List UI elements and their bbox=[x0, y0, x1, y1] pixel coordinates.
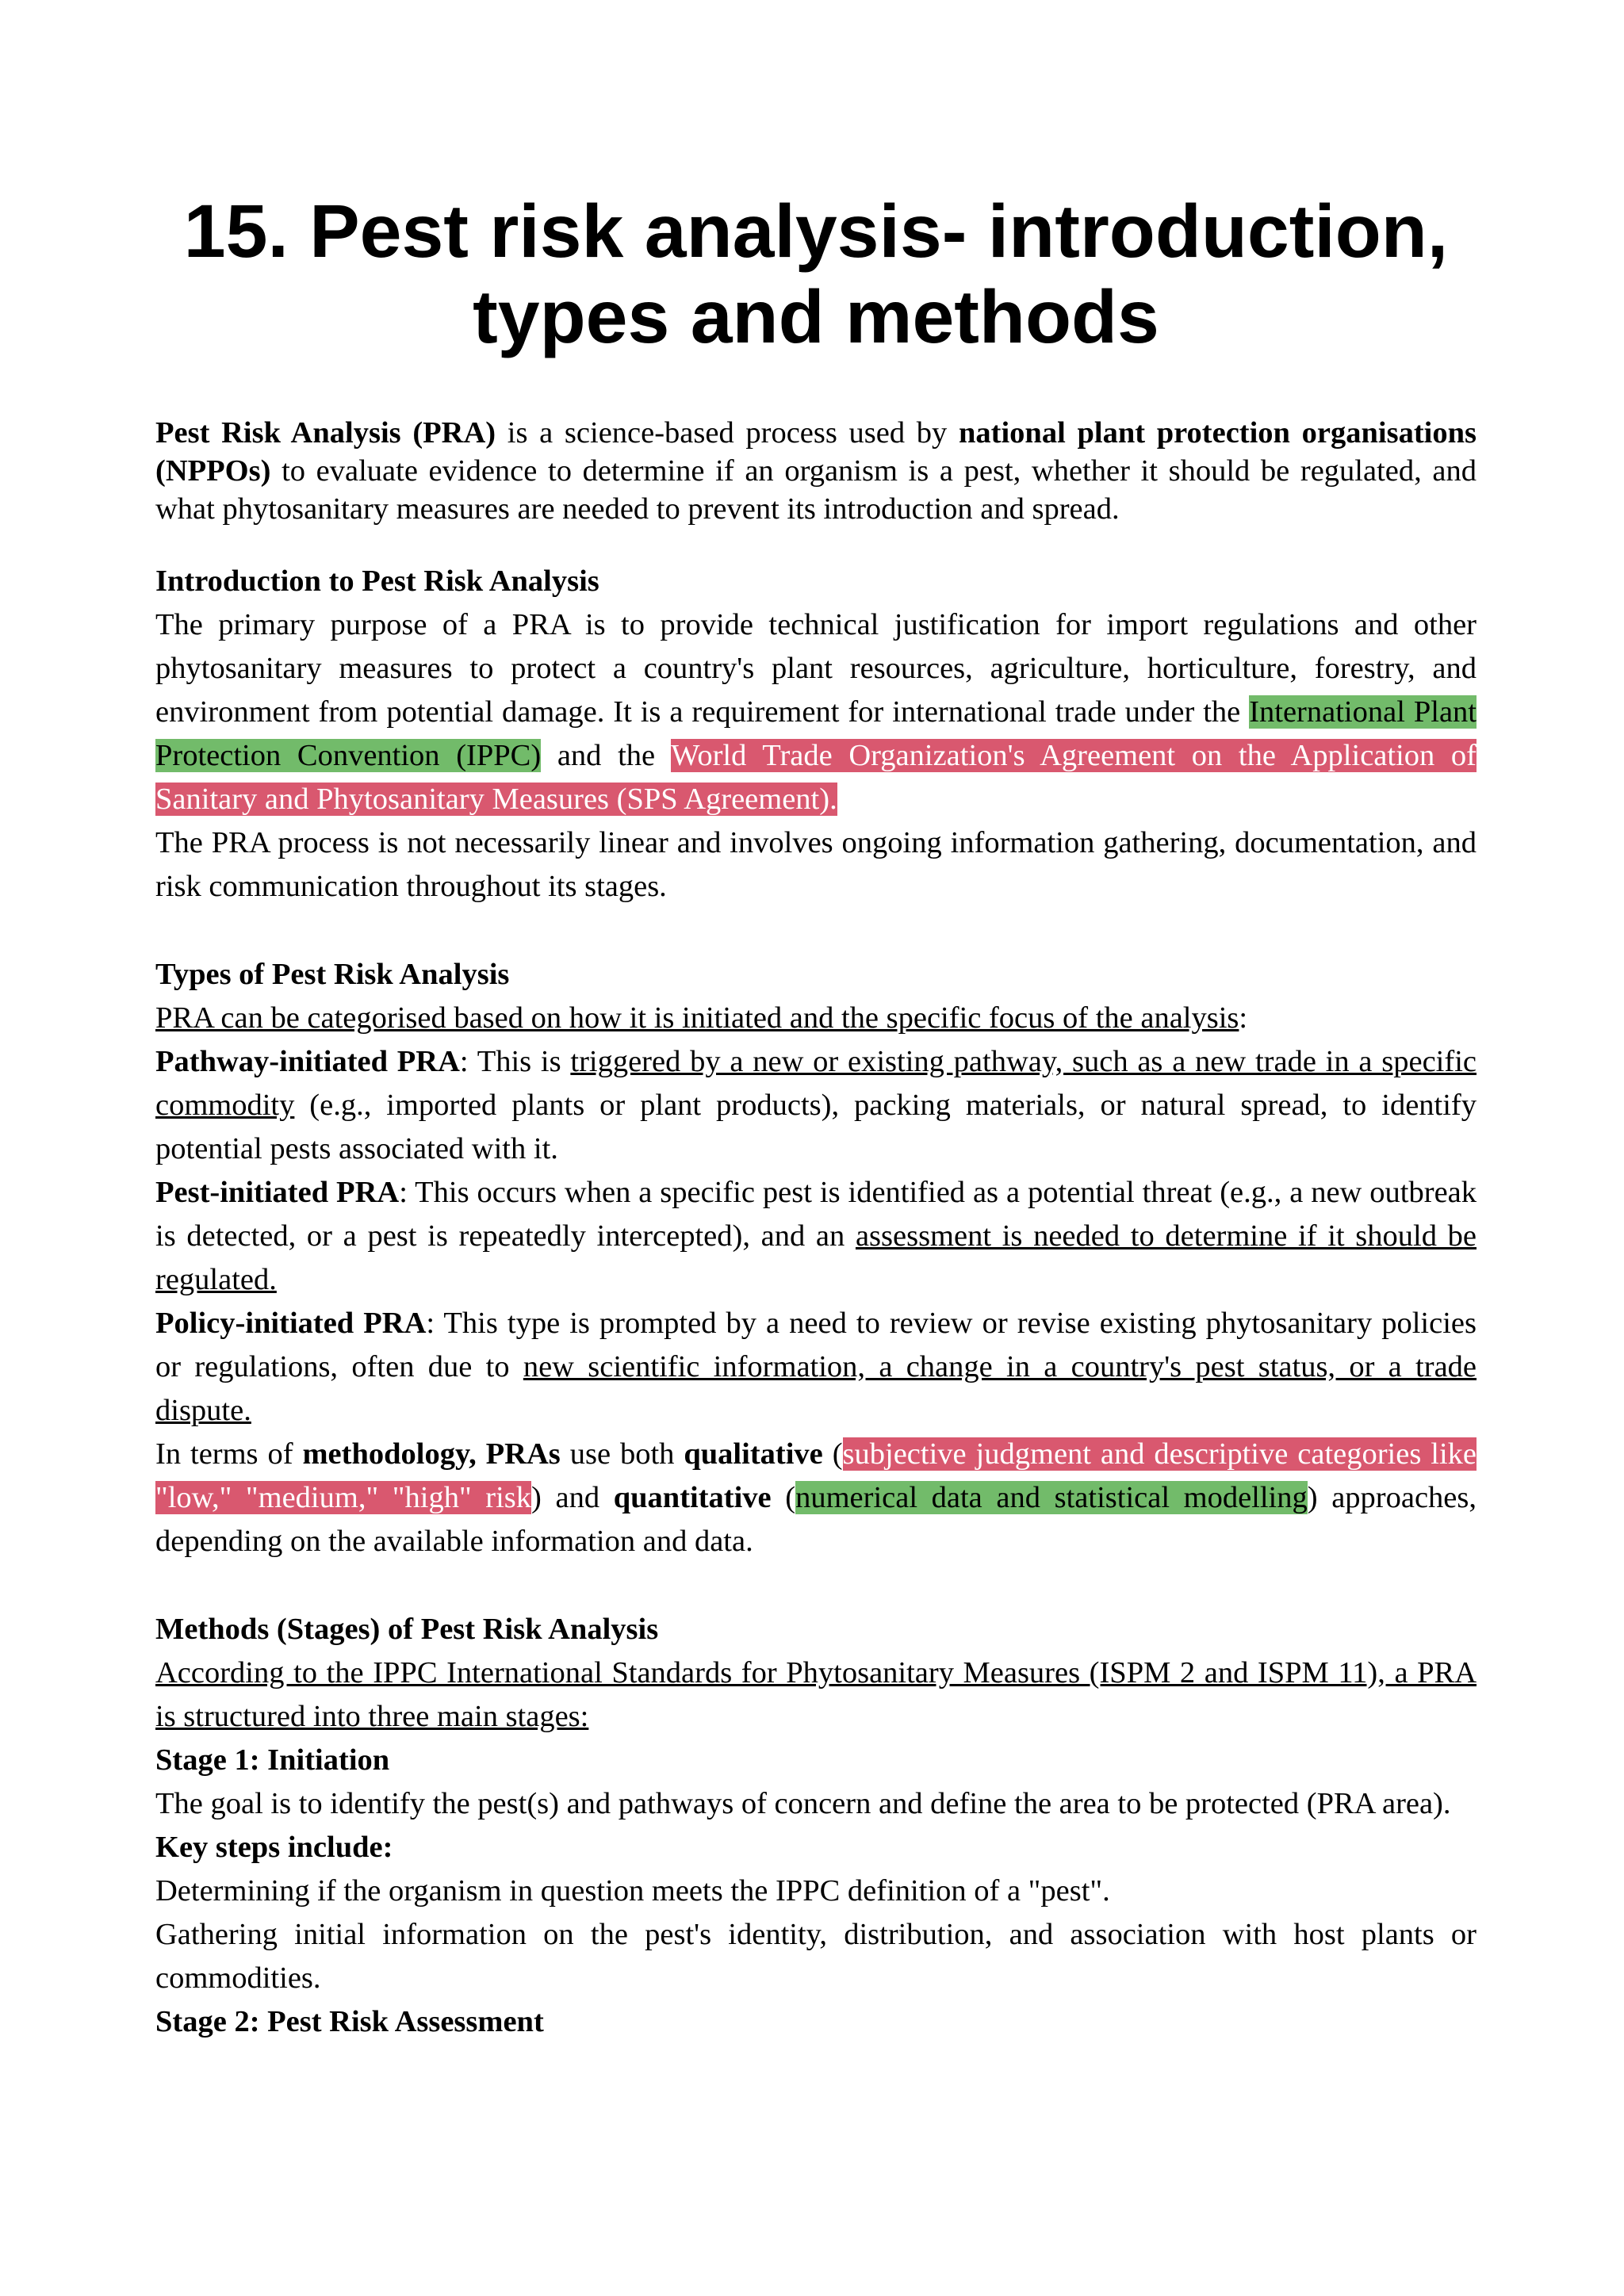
stage-1-goal: The goal is to identify the pest(s) and pathways of concern and define the area to be protected (PRA area). bbox=[155, 1787, 1451, 1820]
type-pathway-initiated bbox=[155, 1040, 1477, 1171]
intro-text-1: is a science-based process used by bbox=[496, 416, 959, 450]
types-lead-underlined: PRA can be categorised based on how it is initiated and the specific focus of the analysis bbox=[155, 1001, 1239, 1035]
page-title: 15. Pest risk analysis- introduction, types and methods bbox=[183, 189, 1449, 359]
type-pest-term: Pest-initiated PRA bbox=[155, 1176, 400, 1209]
type-pathway-text-1: : This is bbox=[459, 1045, 571, 1078]
stage-1-heading: Stage 1: Initiation bbox=[155, 1743, 390, 1777]
type-pathway-underlined: triggered by a new or existing pathway, such as a new trade in a specific commodity bbox=[155, 1045, 1477, 1122]
key-step-1: Determining if the organism in question meets the IPPC definition of a "pest". bbox=[155, 1874, 1110, 1908]
methodology-text-5: ( bbox=[771, 1481, 796, 1514]
types-lead bbox=[155, 997, 1477, 1040]
type-policy-underlined: new scientific information, a change in a country's pest status, or a trade dispute. bbox=[155, 1350, 1477, 1427]
key-step-2: Gathering initial information on the pest's identity, distribution, and association with host plants or commodities. bbox=[155, 1918, 1477, 1995]
intro-term-pra: Pest Risk Analysis (PRA) bbox=[155, 416, 496, 450]
type-pathway-text-2: (e.g., imported plants or plant products), packing materials, or natural spread, to identify potential pests associated with it. bbox=[155, 1089, 1477, 1165]
type-pest-underlined: assessment is needed to determine if it should be regulated. bbox=[155, 1219, 1477, 1296]
key-steps-heading: Key steps include: bbox=[155, 1831, 393, 1864]
type-policy-initiated bbox=[155, 1302, 1477, 1433]
introduction-text-mid: and the bbox=[541, 739, 672, 772]
methods-lead-underlined: According to the IPPC International Standards for Phytosanitary Measures (ISPM 2 and ISPM 11), a PRA is structured into three main stages: bbox=[155, 1656, 1477, 1733]
section-heading-types: Types of Pest Risk Analysis bbox=[155, 958, 510, 991]
highlight-sps-agreement: World Trade Organization's Agreement on the Application of Sanitary and Phytosanitary Measures (SPS Agreement). bbox=[155, 739, 1477, 816]
intro-paragraph bbox=[155, 414, 1477, 528]
section-heading-introduction: Introduction to Pest Risk Analysis bbox=[155, 564, 599, 598]
methodology-text-6: ) approaches, depending on the available information and data. bbox=[155, 1481, 1477, 1558]
type-pest-text-1: : This occurs when a specific pest is identified as a potential threat (e.g., a new outbreak is detected, or a pest is repeatedly intercepted), and an bbox=[155, 1176, 1477, 1253]
type-policy-text-1: : This type is prompted by a need to review or revise existing phytosanitary policies or regulations, often due to bbox=[155, 1307, 1477, 1383]
type-pest-initiated bbox=[155, 1171, 1477, 1302]
intro-term-nppos: national plant protection organisations (NPPOs) bbox=[155, 416, 1477, 488]
quantitative-term: quantitative bbox=[613, 1481, 772, 1514]
methodology-paragraph bbox=[155, 1433, 1477, 1563]
methodology-text-3: ( bbox=[822, 1437, 843, 1471]
stage-2-heading: Stage 2: Pest Risk Assessment bbox=[155, 2005, 544, 2038]
section-heading-methods: Methods (Stages) of Pest Risk Analysis bbox=[155, 1613, 659, 1646]
methodology-term: methodology, PRAs bbox=[302, 1437, 561, 1471]
highlight-ippc: International Plant Protection Convention (IPPC) bbox=[155, 695, 1477, 772]
document-page bbox=[155, 189, 1477, 2044]
intro-text-2: to evaluate evidence to determine if an organism is a pest, whether it should be regulated, and what phytosanitary measures are needed to prevent its introduction and spread. bbox=[155, 454, 1477, 526]
methodology-text-4: ) and bbox=[531, 1481, 614, 1514]
types-lead-end: : bbox=[1239, 1001, 1248, 1035]
qualitative-term: qualitative bbox=[684, 1437, 823, 1471]
type-pathway-term: Pathway-initiated PRA bbox=[155, 1045, 460, 1078]
highlight-qualitative-definition: subjective judgment and descriptive categories like "low," "medium," "high" risk bbox=[155, 1437, 1477, 1514]
methodology-text-1: In terms of bbox=[155, 1437, 303, 1471]
methods-lead bbox=[155, 1651, 1477, 1739]
introduction-text: The primary purpose of a PRA is to provide technical justification for import regulations and other phytosanitary measures to protect a country's plant resources, agriculture, horticulture, forestry, and environment from potential damage. It is a requirement for international trade under the bbox=[155, 608, 1477, 729]
type-policy-term: Policy-initiated PRA bbox=[155, 1307, 427, 1340]
introduction-paragraph-2: The PRA process is not necessarily linear and involves ongoing information gathering, documentation, and risk communication throughout its stages. bbox=[155, 826, 1477, 903]
introduction-paragraph-1 bbox=[155, 603, 1477, 821]
methodology-text-2: use both bbox=[560, 1437, 684, 1471]
highlight-quantitative-definition: numerical data and statistical modelling bbox=[795, 1481, 1308, 1514]
